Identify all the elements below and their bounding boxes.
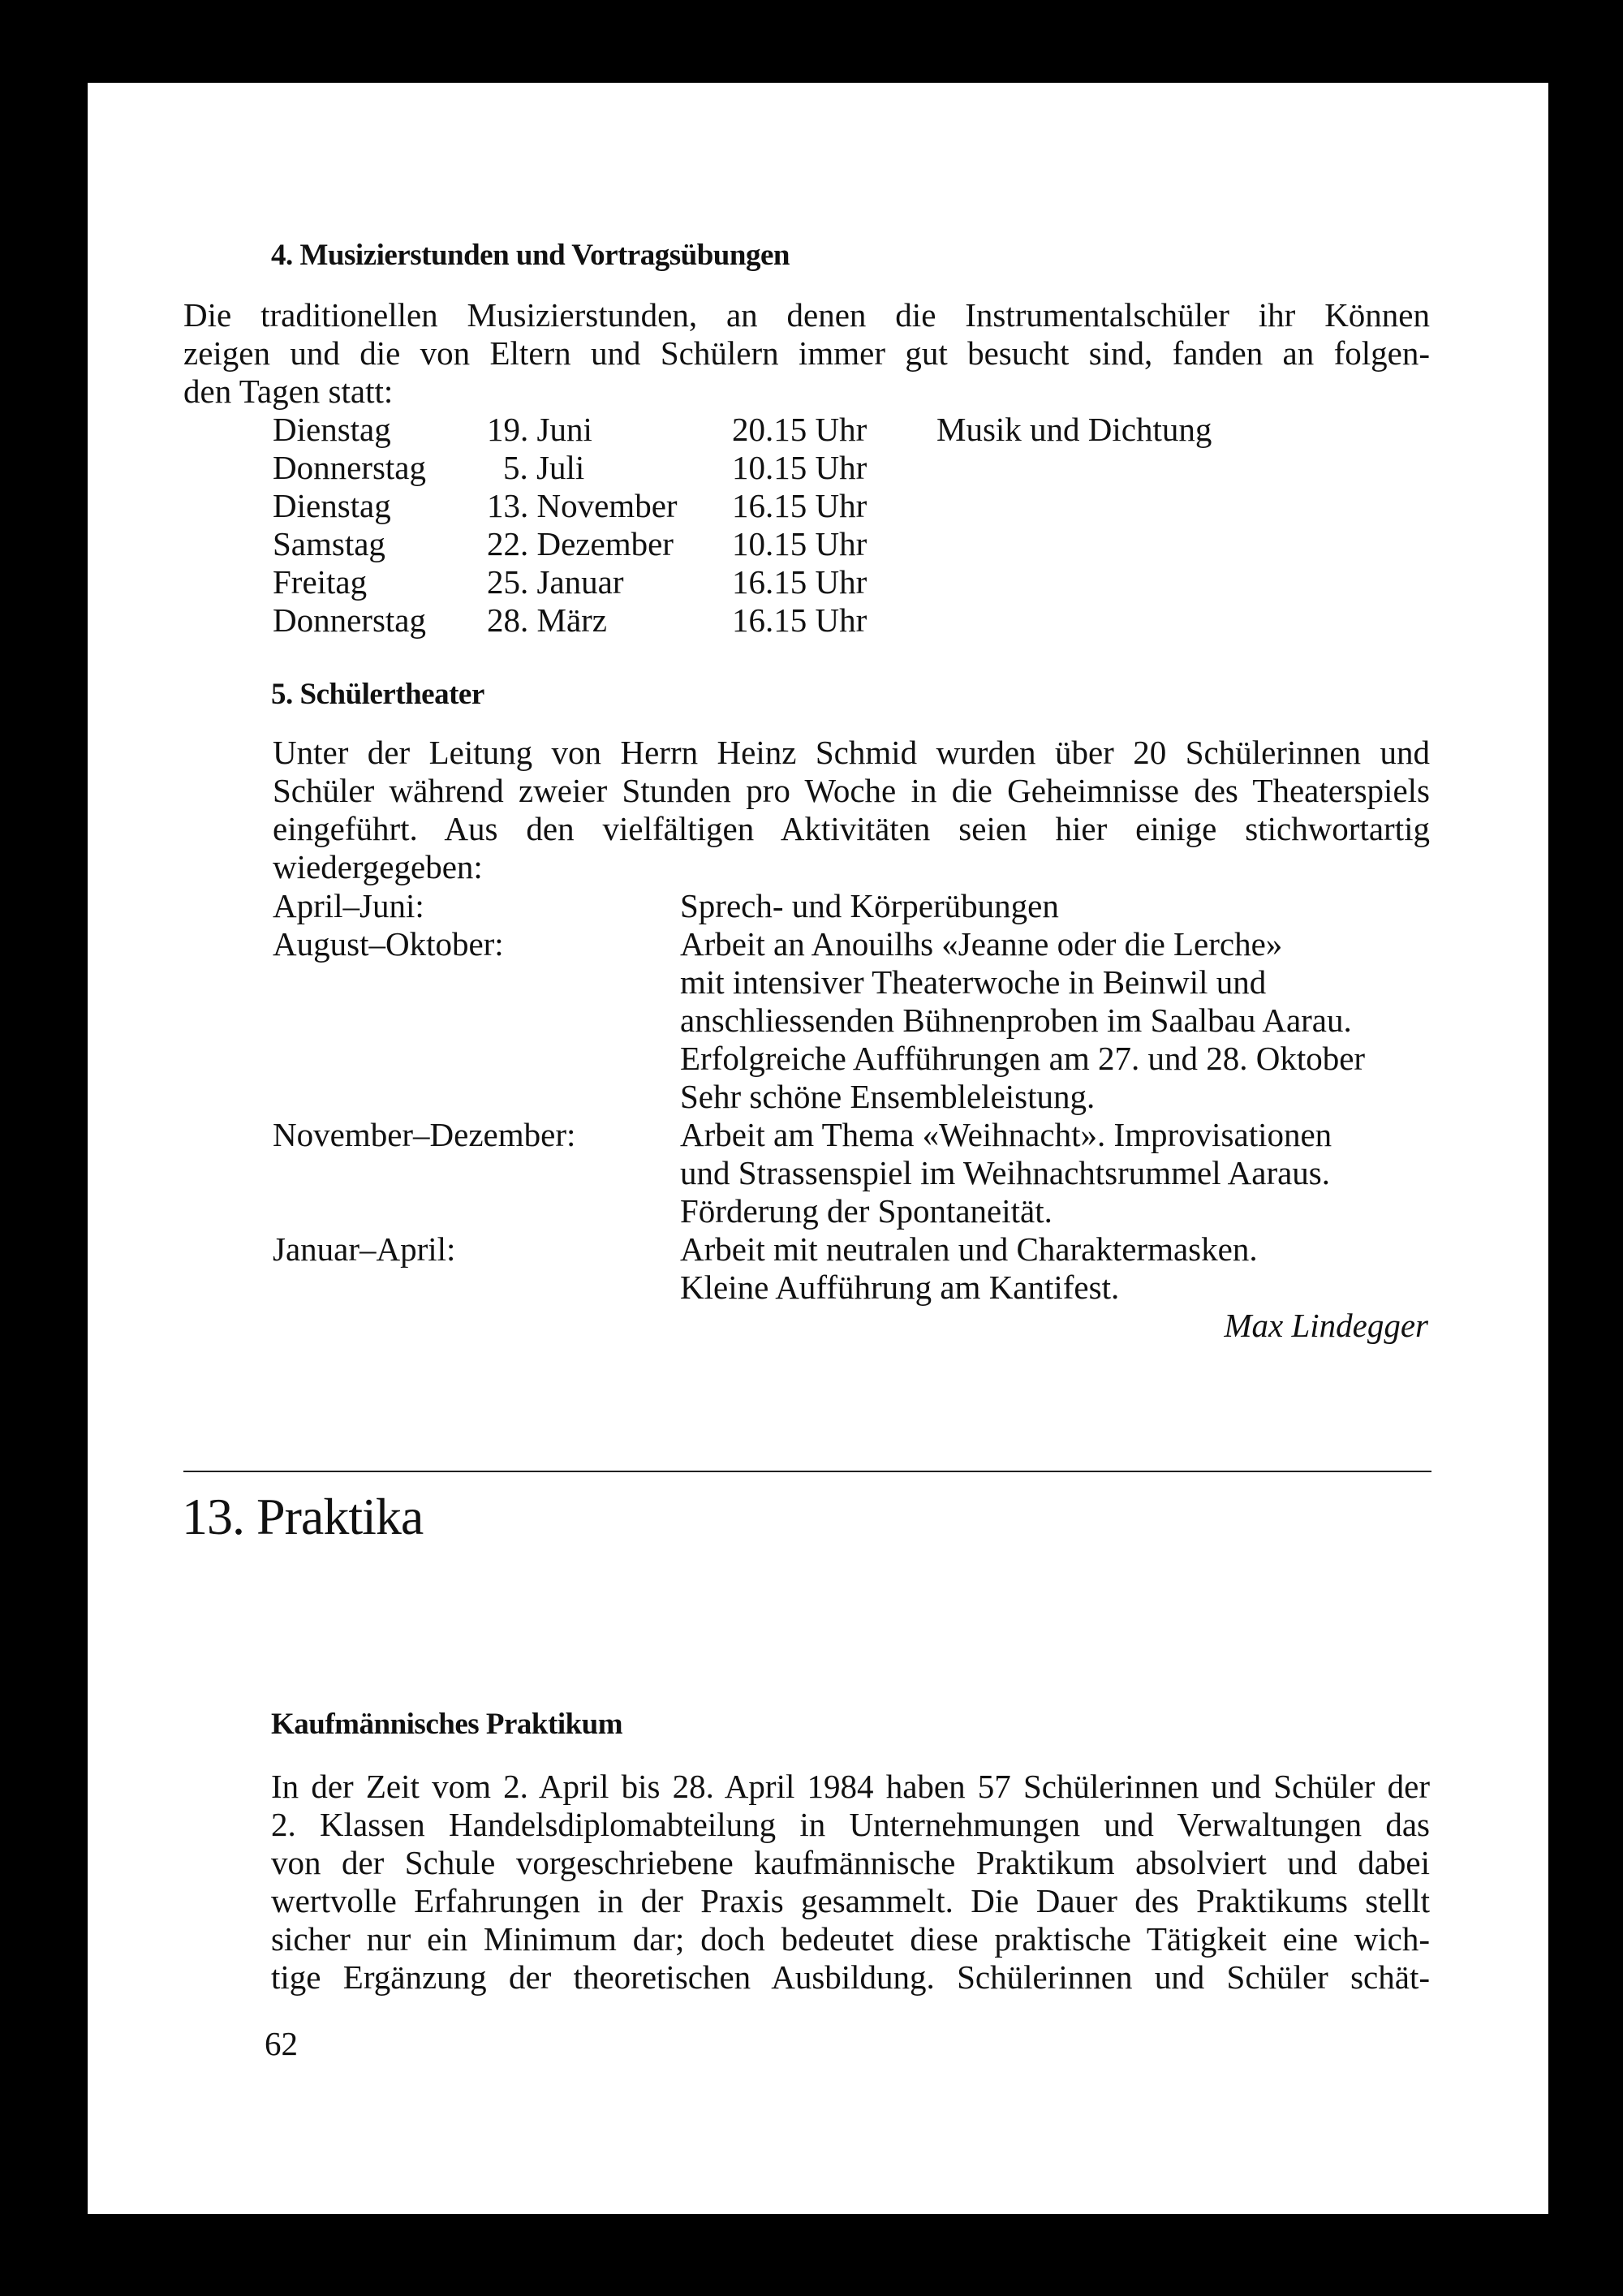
schedule-time: 20.15 Uhr (732, 411, 867, 448)
schedule-day: Donnerstag (273, 601, 427, 639)
activity-line: Erfolgreiche Aufführungen am 27. und 28. Oktober (680, 1040, 1366, 1077)
schedule-time: 16.15 Uhr (732, 563, 867, 601)
text-line: wertvolle Erfahrungen in der Praxis gesammelt. Die Dauer des Praktikums stellt (271, 1882, 1430, 1919)
schedule-time: 10.15 Uhr (732, 525, 867, 562)
section-divider (183, 1471, 1431, 1472)
text-line: tige Ergänzung der theoretischen Ausbildung. Schülerinnen und Schüler schät- (271, 1958, 1430, 1996)
activity-line: Arbeit mit neutralen und Charaktermasken. (680, 1230, 1258, 1268)
activity-line: mit intensiver Theaterwoche in Beinwil und (680, 963, 1267, 1001)
text-line: 2. Klassen Handelsdiplomabteilung in Unternehmungen und Verwaltungen das (271, 1806, 1430, 1843)
chapter-subheading: Kaufmännisches Praktikum (271, 1708, 623, 1741)
activity-line: Kleine Aufführung am Kantifest. (680, 1269, 1120, 1306)
page-number: 62 (265, 2025, 298, 2062)
schedule-note: Musik und Dichtung (936, 411, 1212, 448)
section-4-intro (183, 296, 1430, 411)
schedule-time: 16.15 Uhr (732, 487, 867, 524)
activity-period: August–Oktober: (273, 925, 504, 963)
activity-line: Förderung der Spontaneität. (680, 1192, 1053, 1230)
activity-period: April–Juni: (273, 887, 424, 924)
chapter-title: 13. Praktika (182, 1488, 424, 1545)
text-line: von der Schule vorgeschriebene kaufmännische Praktikum absolviert und dabei (271, 1844, 1430, 1881)
activity-line: und Strassenspiel im Weihnachtsrummel Aaraus. (680, 1154, 1331, 1191)
schedule-date: 13. November (487, 487, 678, 524)
schedule-date: 5. Juli (503, 449, 585, 486)
chapter-paragraph (271, 1768, 1430, 1997)
schedule-date: 28. März (487, 601, 608, 639)
text-line: zeigen und die von Eltern und Schülern immer gut besucht sind, fanden an folgen- (183, 334, 1430, 372)
text-line: Schüler während zweier Stunden pro Woche in die Geheimnisse des Theaterspiels (273, 772, 1430, 809)
schedule-day: Samstag (273, 525, 385, 562)
text-line: In der Zeit vom 2. April bis 28. April 1984 haben 57 Schülerinnen und Schüler der (271, 1768, 1430, 1805)
schedule-day: Freitag (273, 563, 368, 601)
activity-line: anschliessenden Bühnenproben im Saalbau Aarau. (680, 1002, 1352, 1039)
text-line: Unter der Leitung von Herrn Heinz Schmid wurden über 20 Schülerinnen und (273, 734, 1430, 771)
activity-line: Arbeit an Anouilhs «Jeanne oder die Lerche» (680, 925, 1283, 963)
activity-line: Sprech- und Körperübungen (680, 887, 1059, 924)
text-line: Die traditionellen Musizierstunden, an denen die Instrumentalschüler ihr Können (183, 296, 1430, 334)
schedule-day: Dienstag (273, 411, 391, 448)
schedule-date: 25. Januar (487, 563, 624, 601)
text-line: den Tagen statt: (183, 373, 394, 410)
text-line: eingeführt. Aus den vielfältigen Aktivitäten seien hier einige stichwortartig (273, 810, 1430, 847)
section-4-heading: 4. Musizierstunden und Vortragsübungen (271, 239, 790, 272)
signature: Max Lindegger (1224, 1307, 1428, 1344)
activity-period: Januar–April: (273, 1230, 456, 1268)
schedule-time: 10.15 Uhr (732, 449, 867, 486)
schedule-date: 19. Juni (487, 411, 592, 448)
activity-line: Sehr schöne Ensembleleistung. (680, 1078, 1096, 1115)
schedule-time: 16.15 Uhr (732, 601, 867, 639)
schedule-date: 22. Dezember (487, 525, 674, 562)
schedule-day: Donnerstag (273, 449, 427, 486)
text-line: wiedergegeben: (273, 848, 483, 885)
section-5-heading: 5. Schülertheater (271, 678, 484, 711)
schedule-day: Dienstag (273, 487, 391, 524)
section-5-intro (273, 734, 1430, 886)
activity-line: Arbeit am Thema «Weihnacht». Improvisationen (680, 1116, 1332, 1153)
text-line: sicher nur ein Minimum dar; doch bedeutet diese praktische Tätigkeit eine wich- (271, 1920, 1430, 1958)
activity-period: November–Dezember: (273, 1116, 576, 1153)
